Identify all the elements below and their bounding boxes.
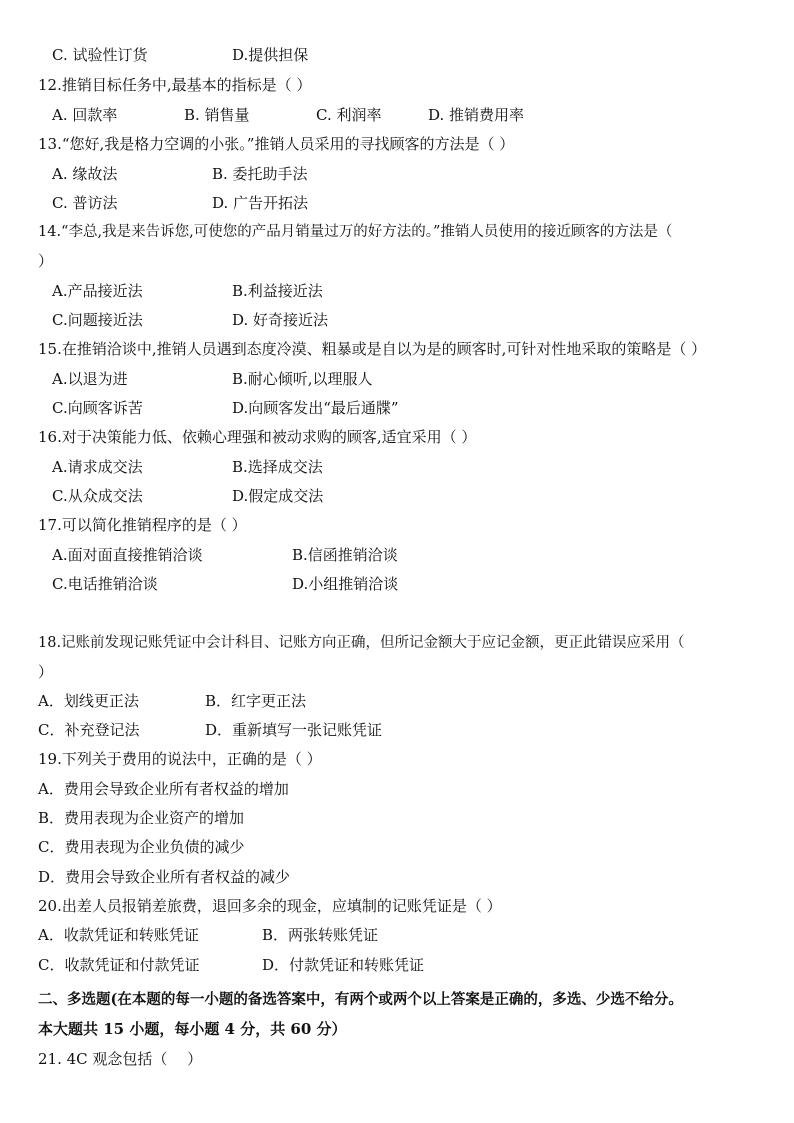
q14-stem-continued: ）	[38, 252, 54, 270]
q15-option-b: B.耐心倾听,以理服人	[232, 370, 373, 388]
q16-option-d: D.假定成交法	[232, 487, 324, 505]
section-heading-continued: 本大题共 15 小题，每小题 4 分，共 60 分）	[38, 1020, 347, 1038]
q12-option-c: C. 利润率	[316, 106, 382, 124]
q19-option-a: A．费用会导致企业所有者权益的增加	[38, 780, 289, 798]
q14-option-a: A.产品接近法	[52, 282, 143, 300]
q13-option-c: C. 普访法	[52, 194, 118, 212]
q11-option-c: C. 试验性订货	[52, 46, 148, 64]
q20-option-b: B．两张转账凭证	[262, 926, 379, 944]
q16-option-a: A.请求成交法	[52, 458, 143, 476]
q12-stem: 12.推销目标任务中,最基本的指标是（ ）	[38, 76, 312, 94]
q11-option-d: D.提供担保	[232, 46, 309, 64]
q12-option-d: D. 推销费用率	[428, 106, 525, 124]
q19-option-c: C．费用表现为企业负债的减少	[38, 838, 245, 856]
q20-stem: 20.出差人员报销差旅费，退回多余的现金，应填制的记账凭证是（ ）	[38, 897, 502, 915]
q18-stem-continued: ）	[38, 663, 54, 681]
q16-option-b: B.选择成交法	[232, 458, 323, 476]
q19-option-d: D．费用会导致企业所有者权益的减少	[38, 868, 291, 886]
q13-option-b: B. 委托助手法	[212, 165, 308, 183]
q12-option-a: A. 回款率	[52, 106, 118, 124]
q19-stem: 19.下列关于费用的说法中，正确的是（ ）	[38, 750, 322, 768]
q18-stem: 18.记账前发现记账凭证中会计科目、记账方向正确，但所记金额大于应记金额，更正此错误应采用（	[38, 635, 685, 651]
q13-option-a: A. 缘故法	[52, 165, 118, 183]
q20-option-d: D．付款凭证和转账凭证	[262, 956, 425, 974]
q15-option-c: C.向顾客诉苦	[52, 399, 143, 417]
q16-option-c: C.从众成交法	[52, 487, 143, 505]
q13-option-d: D. 广告开拓法	[212, 194, 309, 212]
q18-option-c: C．补充登记法	[38, 721, 140, 739]
q15-option-a: A.以退为进	[52, 370, 128, 388]
q18-option-d: D．重新填写一张记账凭证	[205, 721, 383, 739]
q15-option-d: D.向顾客发出“最后通牒”	[232, 399, 399, 417]
q14-stem: 14.“李总,我是来告诉您,可使您的产品月销量过万的好方法的。”推销人员使用的接近顾客的方法是（	[38, 224, 673, 240]
q14-option-d: D. 好奇接近法	[232, 311, 329, 329]
q16-stem: 16.对于决策能力低、依赖心理强和被动求购的顾客,适宜采用（ ）	[38, 428, 477, 446]
section-heading: 二、多选题(在本题的每一小题的备选答案中，有两个或两个以上答案是正确的，多选、少选不给分。	[38, 991, 683, 1008]
q21-stem: 21. 4C 观念包括（ ）	[38, 1050, 203, 1068]
q17-option-a: A.面对面直接推销洽谈	[52, 546, 203, 564]
q18-option-a: A．划线更正法	[38, 692, 139, 710]
q20-option-c: C．收款凭证和付款凭证	[38, 956, 200, 974]
q13-stem: 13.“您好,我是格力空调的小张。”推销人员采用的寻找顾客的方法是（ ）	[38, 135, 515, 153]
q15-stem: 15.在推销洽谈中,推销人员遇到态度冷漠、粗暴或是自以为是的顾客时,可针对性地采取的策略是（ ）	[38, 340, 707, 358]
q19-option-b: B．费用表现为企业资产的增加	[38, 809, 245, 827]
q17-stem: 17.可以简化推销程序的是（ ）	[38, 516, 247, 534]
q12-option-b: B. 销售量	[184, 106, 250, 124]
q17-option-b: B.信函推销洽谈	[292, 546, 398, 564]
q14-option-b: B.利益接近法	[232, 282, 323, 300]
q18-option-b: B．红字更正法	[205, 692, 307, 710]
q14-option-c: C.问题接近法	[52, 311, 143, 329]
q17-option-c: C.电话推销洽谈	[52, 575, 158, 593]
q17-option-d: D.小组推销洽谈	[292, 575, 399, 593]
q20-option-a: A．收款凭证和转账凭证	[38, 926, 199, 944]
